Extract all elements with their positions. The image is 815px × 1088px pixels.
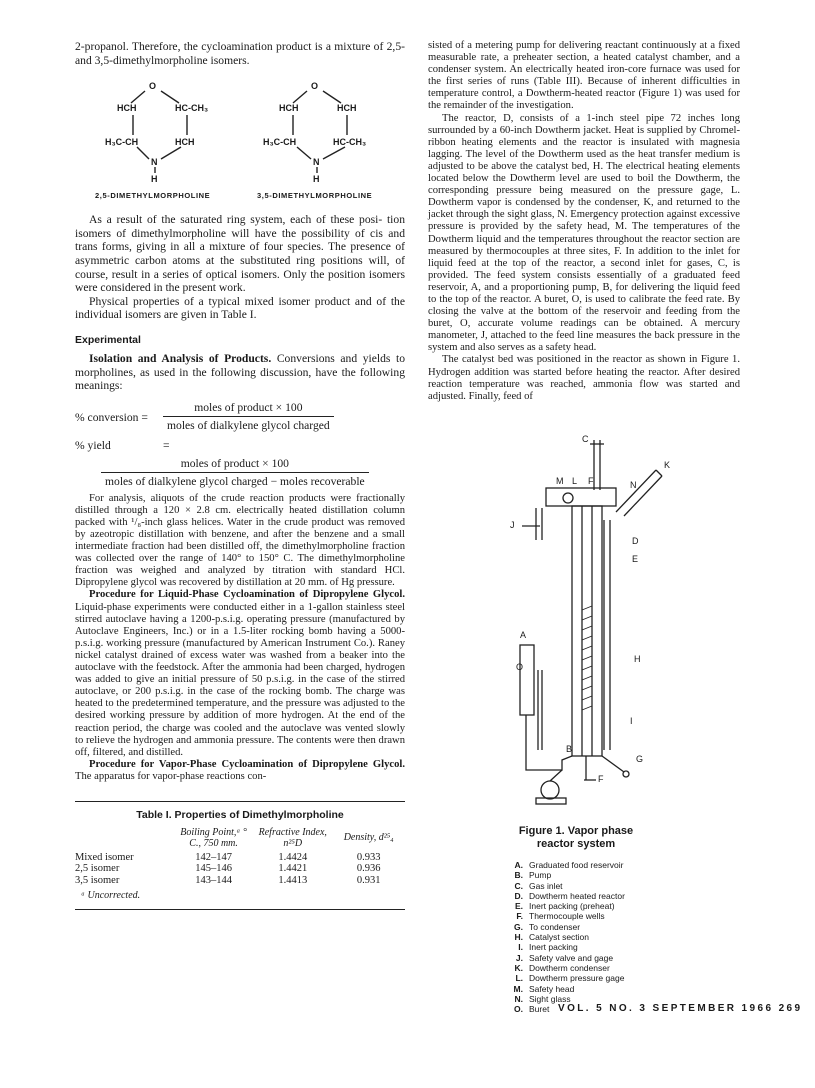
legend-item	[509, 901, 625, 911]
legend-text: Buret	[529, 1004, 550, 1015]
label-a: A	[520, 630, 527, 640]
legend-key: I.	[518, 942, 523, 953]
right-column	[428, 40, 740, 403]
legend-item	[509, 922, 625, 932]
legend-key: H.	[514, 932, 523, 943]
isolation-text: Conversions and yields to morpholines, as used in the following discussion, have the following meanings:	[75, 351, 406, 393]
legend-key: F.	[516, 911, 523, 922]
legend-key: E.	[514, 901, 523, 912]
caption-35-dimethylmorpholine: 3,5-DIMETHYLMORPHOLINE	[257, 191, 373, 201]
runin-liquid-phase: Procedure for Liquid-Phase Cycloamination of Dipropylene Glycol.	[89, 589, 405, 601]
label-c: C	[582, 434, 589, 444]
group-hch-1a: HCH	[117, 103, 137, 114]
paragraph-intro: 2-propanol. Therefore, the cycloamination product is a mixture of 2,5- and 3,5-dimethylmorpholine isomers.	[75, 40, 405, 67]
legend-key: M.	[513, 983, 523, 994]
label-h: H	[634, 654, 641, 664]
group-hch-2b: HCH	[337, 103, 357, 114]
legend-text: Dowtherm heated reactor	[529, 890, 625, 901]
paragraph-catalyst-bed: The catalyst bed was positioned in the reactor as shown in Figure 1. Hydrogen addition was started before heating the reactor. After desired reaction temperature was reached, ammonia flow was started and adjusted. Finally, feed of	[428, 354, 740, 402]
label-d: D	[632, 536, 639, 546]
figure-caption: Figure 1. Vapor phase reactor system	[518, 825, 634, 850]
legend-text: Dowtherm pressure gage	[529, 973, 625, 984]
table-cell: 0.933	[356, 851, 381, 863]
legend-text: Thermocouple wells	[529, 911, 605, 922]
legend-text: Gas inlet	[529, 880, 563, 891]
reactor-schematic	[506, 430, 686, 830]
label-k: K	[664, 460, 671, 470]
legend-text: Catalyst section	[529, 932, 589, 943]
legend-text: Safety valve and gage	[529, 952, 614, 963]
table-cell: 0.931	[356, 874, 381, 886]
label-e: E	[632, 554, 639, 564]
table-cell: 142–147	[195, 851, 232, 863]
legend-item	[509, 963, 625, 973]
section-heading-experimental: Experimental	[75, 333, 141, 346]
runin-vapor-phase: Procedure for Vapor-Phase Cycloamination of Dipropylene Glycol.	[89, 758, 405, 770]
table-header: Boiling Point,ᵃ ° C., 750 mm.	[180, 826, 247, 849]
legend-item	[509, 860, 625, 870]
eq-conversion-lhs: % conversion =	[75, 410, 148, 424]
label-f-bottom: F	[598, 774, 604, 784]
table-header: Density, d²⁵₄	[343, 832, 394, 844]
paragraph-apparatus: sisted of a metering pump for delivering reactant continuously at a fixed measurable rate, a preheater section, a heated catalyst chamber, and a condenser system. An electrically heated iron-core furnace was used for the first series of runs (Table III). Because of inherent difficulties in temperature control, a Dowtherm-heated reactor (Figure 1) was used for the remainder of the investigation.	[428, 40, 740, 112]
table-cell: Mixed isomer	[75, 851, 134, 863]
legend-item	[509, 942, 625, 952]
group-h3cch-2: H₃C-CH	[263, 137, 297, 148]
legend-text: Inert packing (preheat)	[529, 901, 615, 912]
eq-conversion-numerator: moles of product × 100	[163, 401, 334, 417]
eq-conversion-fraction	[163, 401, 334, 432]
table-properties	[75, 801, 405, 911]
legend-text: Graduated food reservoir	[529, 860, 624, 870]
legend-text: Safety head	[529, 983, 575, 994]
table-row	[75, 875, 405, 887]
legend-key: A.	[514, 860, 523, 870]
table-cell: 0.936	[356, 863, 381, 875]
legend-key: B.	[514, 870, 523, 881]
table-header: Refractive Index, n²⁵D	[258, 826, 327, 849]
atom-o-1: O	[149, 81, 157, 92]
table-header-row	[75, 827, 405, 852]
legend-item	[509, 973, 625, 983]
equation-yield	[75, 439, 405, 487]
legend-key: C.	[514, 880, 523, 891]
legend-item	[509, 881, 625, 891]
label-l: L	[572, 476, 578, 486]
label-n: N	[630, 480, 637, 490]
table-header	[75, 827, 174, 852]
label-i: I	[630, 716, 633, 726]
runin-isolation: Isolation and Analysis of Products.	[89, 351, 272, 365]
legend-text: Sight glass	[529, 993, 571, 1004]
figure-legend	[509, 860, 625, 1014]
legend-key: N.	[514, 993, 523, 1004]
legend-key: K.	[514, 962, 523, 973]
table-footnote: ᵃ Uncorrected.	[81, 890, 141, 902]
eq-yield-numerator: moles of product × 100	[101, 457, 369, 473]
caption-25-dimethylmorpholine: 2,5-DIMETHYLMORPHOLINE	[95, 191, 211, 201]
table-cell: 3,5 isomer	[75, 874, 120, 886]
legend-text: Dowtherm condenser	[529, 962, 610, 973]
paragraph-reactor: The reactor, D, consists of a 1-inch steel pipe 72 inches long surrounded by a 60-inch Dowtherm jacket. Heat is supplied by Chromel-ribbon heating elements and the reactor is insulated with magnesia lagging. The level of the Dowtherm used as the heat transfer medium is adjusted to be above the catalyst bed, H. The electrical heating elements located below the Dowtherm level are used to boil the Dowtherm, the corresponding pressure being measured on the pressure gage, L. Dowtherm vapor is condensed by the condenser, K, and returned to the jacket through the sight glass, N. Emergency protection against excessive pressure is provided by the safety head, M. The temperatures of the Dowtherm liquid and the temperatures throughout the reactor section are measured by thermocouples at three sites, F. In addition to the inlet for liquid feed at the top of the reactor, a second inlet for gases, C, is provided. The feed system consists essentially of a graduated feed reservoir, A, and a proportioning pump, B, for delivering the liquid feed to the top of the reactor. A buret, O, is used to calibrate the feed rate. By closing the valve at the bottom of the reservoir and feeding from the buret, O, accurate volume readings can be obtained. A mercury manometer, J, attached to the feed line measures the back pressure in the system and also serves as a safety head.	[428, 112, 740, 354]
legend-text: Pump	[529, 870, 552, 881]
atom-h-1: H	[151, 174, 158, 185]
atom-h-2: H	[313, 174, 320, 185]
table-cell: 2,5 isomer	[75, 863, 120, 875]
legend-item	[509, 911, 625, 921]
table-cell: 145–146	[195, 863, 232, 875]
legend-key: G.	[514, 921, 523, 932]
figure-reactor-diagram	[506, 430, 686, 830]
eq-yield-fraction	[101, 457, 369, 488]
paragraph-vapor-phase	[75, 759, 405, 783]
table-row	[75, 863, 405, 875]
eq-conversion-denominator: moles of dialkylene glycol charged	[167, 418, 330, 432]
group-hch-1b: HCH	[175, 137, 195, 148]
paragraph-isolation	[75, 352, 405, 393]
page-footer: VOL. 5 NO. 3 SEPTEMBER 1966 269	[558, 1003, 803, 1014]
left-column	[75, 40, 405, 910]
equation-conversion	[75, 401, 405, 435]
group-hch-2a: HCH	[279, 103, 299, 114]
legend-item	[509, 953, 625, 963]
liquid-phase-text: Liquid-phase experiments were conducted either in a 1-gallon stainless steel stirred autoclave having a 1200-p.s.i.g. operating pressure (manufactured by Autoclave Engineers, Inc.) or in a 1.5-liter rocking bomb having a 5000-p.s.i.g. working pressure (manufactured by American Instrument Co.). Raney nickel catalyst drained of excess water was washed from a beaker into the autoclave with the feedstock. After the ammonia had been charged, hydrogen was added to give an initial pressure of 50 p.s.i.g. in the case of the stirred autoclave, or 200 p.s.i.g. in the case of the rocking bomb. The charge was heated to the predetermined temperature, and the pressure was adjusted to the desired working pressure by addition of more hydrogen. At the end of the reaction period, the charge was cooled and the autoclave was vented slowly to relieve the hydrogen and ammonia pressure. The contents were then drawn off, filtered, and distilled.	[75, 601, 405, 758]
structure-diagrams	[75, 77, 405, 189]
legend-text: Inert packing	[529, 942, 578, 953]
table-cell: 143–144	[195, 874, 232, 886]
eq-yield-lhs: % yield	[75, 438, 111, 452]
legend-item	[509, 984, 625, 994]
paragraph-liquid-phase	[75, 589, 405, 758]
legend-key: O.	[514, 1004, 523, 1015]
legend-item	[509, 891, 625, 901]
atom-o-2: O	[311, 81, 319, 92]
legend-text: To condenser	[529, 921, 581, 932]
legend-key: D.	[514, 890, 523, 901]
structure-captions	[75, 191, 405, 205]
atom-n-1: N	[151, 157, 158, 168]
paragraph-analysis: For analysis, aliquots of the crude reaction products were fractionally distilled through a 120 × 2.8 cm. electrically heated distillation column packed with ¹/₈-inch glass helices. Water in the crude product was removed by azeotropic distillation with benzene, and after the benzene and a small intermediate fraction had been distilled off, the dimethylmorpholine fraction was collected over the range of 140° to 150° C. The dimethylmorpholine fraction was weighed and analyzed by titration with standard HCl. Dipropylene glycol was recovered by distillation at 20 mm. of Hg pressure.	[75, 492, 405, 589]
label-o: O	[516, 662, 524, 672]
properties-table	[75, 827, 405, 887]
legend-item	[509, 870, 625, 880]
atom-n-2: N	[313, 157, 320, 168]
group-hcch3-1: HC-CH₃	[175, 103, 209, 114]
label-m: M	[556, 476, 564, 486]
table-cell: 1.4413	[278, 874, 308, 886]
table-row	[75, 852, 405, 864]
legend-key: J.	[515, 952, 523, 963]
label-f-top: F	[588, 476, 594, 486]
paragraph-properties: Physical properties of a typical mixed isomer product and of the individual isomers are given in Table I.	[75, 294, 405, 322]
paragraph-isomers: As a result of the saturated ring system, each of these posi- tion isomers of dimethylmorpholine will have the possibility of cis and trans forms, giving in all a mixture of four species. The presence of asymmetric carbon atoms at the substituted ring positions will, of course, result in a series of optical isomers. Only the position isomers were considered in the present work.	[75, 213, 405, 295]
group-hcch3-2: HC-CH₃	[333, 137, 367, 148]
table-cell: 1.4421	[278, 863, 308, 875]
table-cell: 1.4424	[278, 851, 308, 863]
label-b: B	[566, 744, 573, 754]
eq-yield-equals: =	[163, 438, 170, 452]
eq-yield-denominator: moles of dialkylene glycol charged − moles recoverable	[105, 474, 365, 488]
legend-key: L.	[515, 973, 523, 984]
label-g: G	[636, 754, 644, 764]
table-title: Table I. Properties of Dimethylmorpholine	[136, 808, 344, 821]
morpholine-structures	[75, 77, 405, 189]
group-h3cch-1: H₃C-CH	[105, 137, 139, 148]
label-j: J	[510, 520, 515, 530]
legend-item	[509, 932, 625, 942]
vapor-phase-text: The apparatus for vapor-phase reactions con-	[75, 770, 267, 782]
